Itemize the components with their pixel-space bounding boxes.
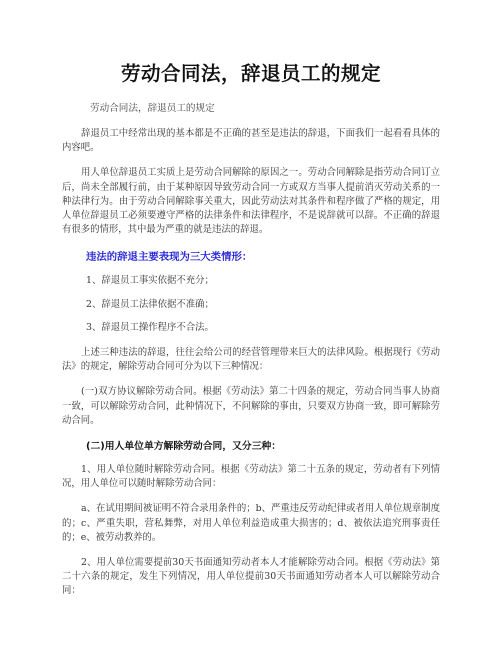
list-item: 1、辞退员工事实依据不充分；: [86, 275, 214, 287]
list-item: 3、辞退员工操作程序不合法。: [86, 321, 214, 333]
heading-illegal-dismissal: 违法的辞退主要表现为三大类情形：: [86, 251, 253, 264]
paragraph-notice-termination: 2、用人单位需要提前30天书面通知劳动者本人才能解除劳动合同。根据《劳动法》第二十六条的规定，发生下列情况，用人单位提前30天书面通知劳动者本人可以解除劳动合同：: [62, 557, 440, 597]
document-title: 劳动合同法，辞退员工的规定: [120, 62, 381, 85]
intro-paragraph: 辞退员工中经常出现的基本都是不正确的甚至是违法的辞退，下面我们一起看看具体的内容吧。: [62, 128, 440, 154]
paragraph-immediate-termination: 1、用人单位随时解除劳动合同。根据《劳动法》第二十五条的规定，劳动者有下列情况，用人单位可以随时解除劳动合同：: [62, 464, 440, 490]
heading-unilateral-termination: (二)用人单位单方解除劳动合同，又分三种：: [86, 441, 282, 453]
list-item: 2、辞退员工法律依据不准确；: [86, 298, 214, 310]
paragraph-termination-cases: a、在试用期间被证明不符合录用条件的；b、严重违反劳动纪律或者用人单位规章制度的；c、严重失职，营私舞弊，对用人单位利益造成重大损害的；d、被依法追究刑事责任的；e、被劳动教养的。: [62, 503, 440, 543]
paragraph-dismissal-definition: 用人单位辞退员工实质上是劳动合同解除的原因之一。劳动合同解除是指劳动合同订立后，尚未全部履行前，由于某种原因导致劳动合同一方或双方当事人提前消灭劳动关系的一种法律行为。由于劳动合同解除事关重大，因此劳动法对其条件和程序做了严格的规定，用人单位辞退员工必须要遵守严格的法律条件和法律程序，不是说辞就可以辞。不正确的辞退有很多的情形，其中最为严重的就是违法的辞退。: [62, 167, 440, 236]
paragraph-mutual-termination: (一)双方协议解除劳动合同。根据《劳动法》第二十四条的规定，劳动合同当事人协商一致，可以解除劳动合同，此种情况下，不问解除的事由，只要双方协商一致，即可解除劳动合同。: [62, 386, 440, 426]
document-subtitle: 劳动合同法，辞退员工的规定: [90, 103, 215, 114]
paragraph-legal-risk: 上述三种违法的辞退，往往会给公司的经营管理带来巨大的法律风险。根据现行《劳动法》的规定，解除劳动合同可分为以下三种情况：: [62, 347, 440, 373]
